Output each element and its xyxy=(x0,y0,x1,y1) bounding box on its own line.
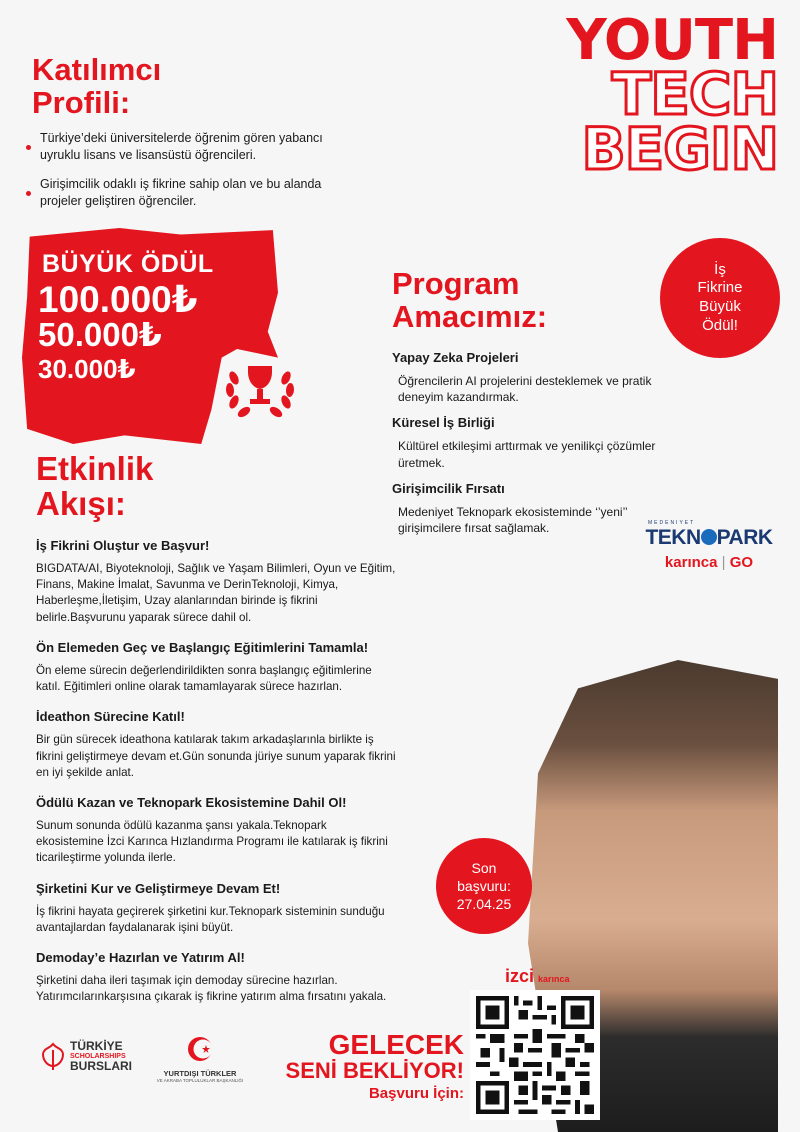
program-item-title: Yapay Zeka Projeleri xyxy=(392,350,519,365)
qr-code-icon xyxy=(476,996,594,1114)
prize-amount-2: 50.000₺ xyxy=(38,316,162,353)
cta-line-3: Başvuru İçin: xyxy=(368,1085,464,1103)
application-qr-code[interactable] xyxy=(470,990,600,1120)
list-item: Girişimcilik odaklı iş fikrine sahip olan ve bu alanda projeler geliştiren öğrenciler. xyxy=(26,176,366,210)
program-item-desc: Kültürel etkileşimi arttırmak ve yenilikçi çözümler üretmek. xyxy=(398,439,656,470)
karinca-go-logo: karınca | GO xyxy=(664,554,754,571)
list-item xyxy=(392,481,682,536)
step-title: İş Fikrini Oluştur ve Başvur! xyxy=(36,538,210,553)
list-item: Türkiye’deki üniversitelerde öğrenim gören yabancı uyruklu lisans ve lisansüstü öğrencileri. xyxy=(26,130,366,164)
step-desc: Şirketini daha ileri taşımak için demoday sürecine hazırlan. Yatırımcılarınkarşısına çıkarak iş fikrine yatırım alma fırsatını yakala. xyxy=(36,974,387,1004)
list-item xyxy=(36,881,476,936)
list-item xyxy=(392,415,682,470)
izci-karinca-logo: izci karınca xyxy=(505,966,570,986)
step-desc: Ön eleme sürecin değerlendirildikten sonra başlangıç eğitimlerine katıl. Eğitimleri online olarak tamamlayarak sürece hazırlan. xyxy=(36,663,372,694)
step-title: Şirketini Kur ve Geliştirmeye Devam Et! xyxy=(36,880,281,896)
program-item-desc: Medeniyet Teknopark ekosisteminde ‘’yeni’’ girişimcilere fırsat sağlamak. xyxy=(398,504,628,535)
step-title: Ön Elemeden Geç ve Başlangıç Eğitimlerini Tamamla! xyxy=(36,639,369,655)
globe-icon xyxy=(701,529,717,545)
tulip-icon xyxy=(40,1040,66,1072)
list-item xyxy=(392,350,682,405)
list-item xyxy=(36,640,476,695)
program-heading: Program Amacımız: xyxy=(392,266,548,334)
cta-line-1: GELECEK xyxy=(328,1029,464,1060)
poster-title xyxy=(566,8,778,184)
crescent-star-icon xyxy=(185,1034,215,1064)
flow-heading: Etkinlik Akışı: xyxy=(36,450,154,522)
teknopark-name: TEKN PARK xyxy=(645,526,773,549)
step-desc: Sunum sonunda ödülü kazanma şansı yakala.Teknopark ekosistemine İzci Karınca Hızlandırma Programı ile katılarak iş fikrini ticarileştirme yolunda ilerle. xyxy=(36,818,388,865)
list-item xyxy=(36,538,476,626)
prize-amount-3: 30.000₺ xyxy=(38,353,136,384)
profile-list xyxy=(26,130,366,222)
prize-title: BÜYÜK ÖDÜL xyxy=(42,250,214,278)
program-list xyxy=(392,350,682,546)
teknopark-top-label: MEDENIYET xyxy=(648,520,696,526)
award-badge: İş Fikrine Büyük Ödül! xyxy=(660,238,780,358)
flow-steps xyxy=(36,538,476,1020)
list-item xyxy=(36,950,476,1005)
turkiye-burslari-logo: TÜRKİYE SCHOLARSHIPS BURSLARI xyxy=(40,1040,132,1073)
prize-text xyxy=(38,250,214,386)
step-desc: Bir gün sürecek ideathona katılarak takım arkadaşlarınla birlikte iş fikrini geliştirmeye devam et.Gün sonunda jüriye sunum yaparak fikrini en iyi şekilde anlat. xyxy=(36,733,396,779)
step-desc: İş fikrini hayata geçirerek şirketini kur.Teknopark sisteminin sunduğu avantajlardan faydalanarak işini büyüt. xyxy=(36,904,385,934)
trophy-laurel-icon xyxy=(220,356,300,422)
program-item-desc: Öğrencilerin AI projelerini desteklemek ve pratik deneyim kazandırmak. xyxy=(398,374,652,405)
list-item xyxy=(36,795,476,867)
program-item-title: Küresel İş Birliği xyxy=(392,415,495,431)
cta-line-2: SENİ BEKLİYOR! xyxy=(285,1058,464,1084)
step-desc: BIGDATA/AI, Biyoteknoloji, Sağlık ve Yaşam Bilimleri, Oyun ve Eğitim, Finans, Makine İmalat, Savunma ve DerinTeknoloji, Kimya, Haberleşme,İletişim, Uzay alanlarından birinde iş fikrini belirle.Başvurunu yaparak sürece dahil ol. xyxy=(36,562,396,624)
title-tech: TECH xyxy=(611,60,778,129)
profile-heading: Katılımcı Profili: xyxy=(32,52,162,120)
step-title: İdeathon Sürecine Katıl! xyxy=(36,709,185,725)
program-item-title: Girişimcilik Fırsatı xyxy=(392,480,505,496)
title-begin: BEGIN xyxy=(581,115,778,184)
deadline-badge: Son başvuru: 27.04.25 xyxy=(436,838,532,934)
title-youth: YOUTH xyxy=(566,8,778,73)
prize-amount-1: 100.000₺ xyxy=(38,279,198,320)
step-title: Ödülü Kazan ve Teknopark Ekosistemine Dahil Ol! xyxy=(36,794,347,810)
list-item xyxy=(36,709,476,781)
ytb-logo: YURTDIŞI TÜRKLER VE AKRABA TOPLULUKLAR BAŞKANLIĞI xyxy=(150,1034,250,1083)
step-title: Demoday’e Hazırlan ve Yatırım Al! xyxy=(36,950,245,966)
teknopark-logo xyxy=(644,520,774,571)
cta-block xyxy=(286,1030,464,1102)
